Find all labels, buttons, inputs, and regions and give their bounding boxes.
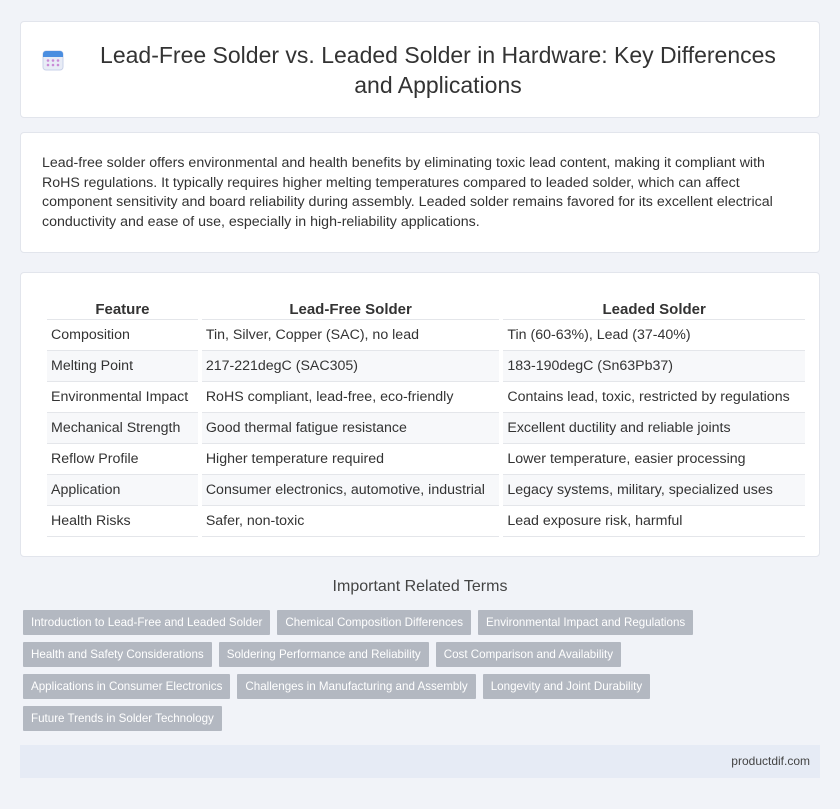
header-feature: Feature <box>47 295 198 320</box>
tag-row <box>23 610 723 636</box>
intro-card <box>20 132 820 253</box>
header-lead-free: Lead-Free Solder <box>202 295 500 320</box>
footer <box>20 745 820 778</box>
related-terms-title: Important Related Terms <box>332 578 508 595</box>
table-cell: Good thermal fatigue resistance <box>202 413 500 444</box>
tag-row <box>23 642 723 668</box>
table-cell: Reflow Profile <box>47 444 198 475</box>
table-row <box>47 444 805 475</box>
tag-link[interactable]: Applications in Consumer Electronics <box>23 674 230 699</box>
table-cell: Excellent ductility and reliable joints <box>503 413 805 444</box>
table-cell: Contains lead, toxic, restricted by regulations <box>503 382 805 413</box>
title-card <box>20 21 820 118</box>
tag-row <box>23 674 723 700</box>
table-row <box>47 320 805 351</box>
table-cell: RoHS compliant, lead-free, eco-friendly <box>202 382 500 413</box>
table-cell: Tin, Silver, Copper (SAC), no lead <box>202 320 500 351</box>
tag-link[interactable]: Health and Safety Considerations <box>23 642 212 667</box>
table-cell: Lower temperature, easier processing <box>503 444 805 475</box>
intro-paragraph: Lead-free solder offers environmental and health benefits by eliminating toxic lead content, making it compliant with RoHS regulations. It typically requires higher melting temperatures compared to leaded solder, which can affect component sensitivity and board reliability during assembly. Leaded solder remains favored for its excellent electrical conductivity and ease of use, especially in high-reliability applications. <box>42 155 773 230</box>
table-cell: Tin (60-63%), Lead (37-40%) <box>503 320 805 351</box>
tag-link[interactable]: Soldering Performance and Reliability <box>219 642 429 667</box>
tag-row <box>23 706 723 732</box>
table-row <box>47 382 805 413</box>
tag-link[interactable]: Cost Comparison and Availability <box>436 642 621 667</box>
comparison-table <box>43 295 809 537</box>
tag-link[interactable]: Future Trends in Solder Technology <box>23 706 222 731</box>
footer-site-name: productdif.com <box>731 754 810 768</box>
tag-link[interactable]: Chemical Composition Differences <box>277 610 471 635</box>
table-cell: Health Risks <box>47 506 198 537</box>
tag-link[interactable]: Introduction to Lead-Free and Leaded Solder <box>23 610 270 635</box>
table-row <box>47 506 805 537</box>
tag-link[interactable]: Challenges in Manufacturing and Assembly <box>237 674 475 699</box>
table-cell: Lead exposure risk, harmful <box>503 506 805 537</box>
table-row <box>47 475 805 506</box>
table-cell: Higher temperature required <box>202 444 500 475</box>
header-leaded: Leaded Solder <box>503 295 805 320</box>
tag-link[interactable]: Environmental Impact and Regulations <box>478 610 693 635</box>
table-row <box>47 351 805 382</box>
table-cell: 217-221degC (SAC305) <box>202 351 500 382</box>
table-cell: Composition <box>47 320 198 351</box>
page-title: Lead-Free Solder vs. Leaded Solder in Hardware: Key Differences and Applications <box>100 41 776 98</box>
table-cell: Environmental Impact <box>47 382 198 413</box>
table-cell: Legacy systems, military, specialized uses <box>503 475 805 506</box>
table-header-row <box>47 295 805 320</box>
table-cell: Safer, non-toxic <box>202 506 500 537</box>
table-cell: Consumer electronics, automotive, industrial <box>202 475 500 506</box>
table-row <box>47 413 805 444</box>
table-cell: 183-190degC (Sn63Pb37) <box>503 351 805 382</box>
calendar-icon <box>42 49 64 71</box>
table-cell: Mechanical Strength <box>47 413 198 444</box>
related-terms-tags <box>23 610 723 738</box>
title-wrap <box>21 22 819 117</box>
comparison-table-card <box>20 272 820 557</box>
table-cell: Application <box>47 475 198 506</box>
tag-link[interactable]: Longevity and Joint Durability <box>483 674 650 699</box>
table-cell: Melting Point <box>47 351 198 382</box>
